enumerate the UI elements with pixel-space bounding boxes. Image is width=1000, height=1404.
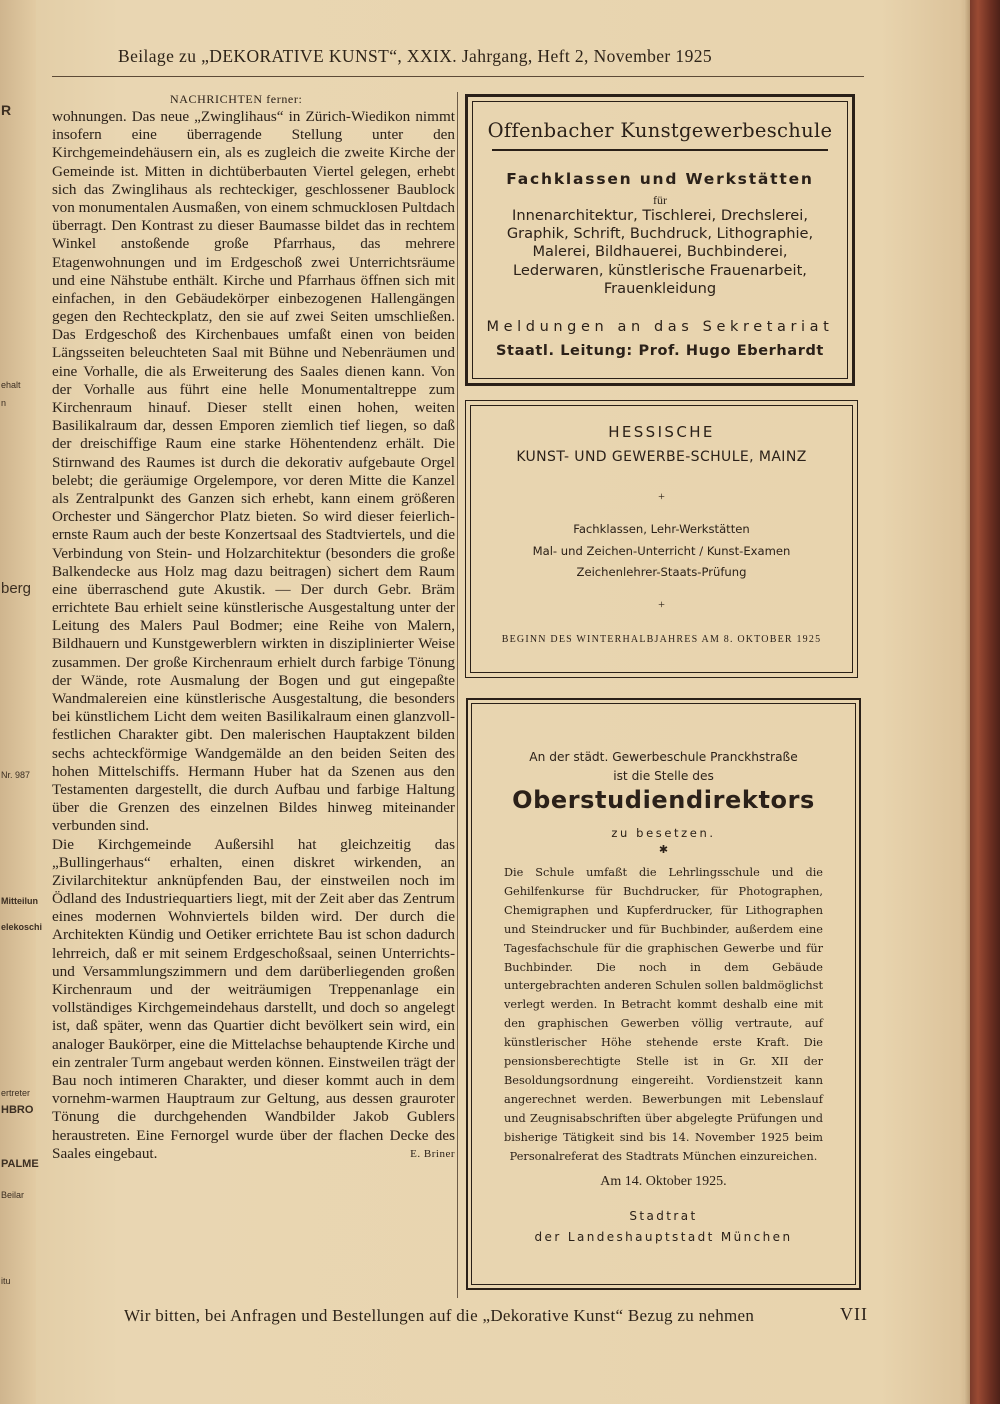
- ad-signature: [468, 1206, 859, 1248]
- margin-fragment: ertreter: [1, 1088, 31, 1098]
- article-author: E. Briner: [410, 1147, 455, 1160]
- ornament-icon: +: [658, 597, 665, 611]
- column-rule: [457, 92, 458, 1298]
- margin-fragment: HBRO: [1, 1104, 34, 1116]
- ad-subtitle: KUNST- UND GEWERBE-SCHULE, MAINZ: [516, 449, 807, 465]
- course-line: Frauenkleidung: [603, 279, 717, 297]
- title-underline: [492, 149, 828, 151]
- article-column: [52, 90, 455, 1163]
- book-binding: [970, 0, 1000, 1404]
- page-header: Beilage zu „DEKORATIVE KUNST“, XXIX. Jahrgang, Heft 2, November 1925: [118, 46, 713, 66]
- ad-intro-line: An der städt. Gewerbeschule Pranckhstraße: [529, 750, 798, 764]
- margin-fragment: Nr. 987: [1, 770, 31, 780]
- signature-line: der Landeshauptstadt München: [534, 1230, 793, 1244]
- margin-fragment: itu: [1, 1276, 11, 1286]
- margin-fragment: n: [1, 398, 7, 408]
- margin-fragment: Mitteilun: [1, 896, 38, 906]
- article-paragraph: wohnungen. Das neue „Zwinglihaus“ in Zürich-Wiedikon nimmt insofern eine überragende Stellung unter den Kirchgemeindehäusern ein, als es zugleich die zweite Kirche der Gemeinde ist. Mitten in dichtüberbauten Viertel gelegen, erhebt sich das Zwinglihaus als rechteckiger, geschlossener Baublock von monumentalen Ausmaßen, von einem schmucklosen Pultdach überragt. Den Kontrast zu dieser Baumasse bildet das in rechtem Winkel anstoßende große Pfarrhaus, das mehrere Etagenwohnungen und im Erdgeschoß zwei Unterrichtsräume und eine Nähstube enthält. Kirche und Pfarrhaus öffnen sich mit einfachen, in den Gebäudekörper einbezogenen Hallengängen gegen den Rechteckplatz, den sie auf zwei Seiten umschließen. Das Erdgeschoß des Kirchenbaues umfaßt einen von beiden Längsseiten beleuchteten Saal mit Bühne und Nebenräumen und eine Vorhalle, die als Erweiterung des Saales dienen kann. Von der Vorhalle aus führt eine helle Monumentaltreppe zum Kirchenraum hinauf. Dieser stellt einen hohen, weiten Basilikalraum dar, dessen Emporen ziemlich tief liegen, so daß der dreischiffige Raum eine starke Höhentendenz erhält. Die Stirnwand des Raumes ist durch die dekorativ aufgebaute Orgel belebt; die geräumige Orgelempore, vor deren Mitte die Kanzel als Zentralpunkt des Ganzen sich erhebt, kann einem größeren Orchester und Sängerchor Platz bieten. So wird dieser feierlich-ernste Raum auch der beste Konzertsaal des Stadtviertels, und die Verbindung von Stein- und Holzarchitektur (besonders die große Balkendecke aus Holz mag dazu beitragen) sichert dem Raum eine überraschend gute Akustik. — Der durch Gebr. Bräm errichtete Bau erhielt seine künstlerische Ausgestaltung unter der Leitung des Malers Paul Bodmer; eine Reihe von Malern, Bildhauern und Kunstgewerblern wirkten in disziplinierter Weise zusammen. Der große Kirchenraum erhielt durch farbige Tönung der Wände, rote Ausmalung der Bogen und gut eingepaßte Wandmalereien eine künstlerische Ausgestaltung, die besonders bei künstlichem Licht dem weiten Basilikalraum einen glanzvoll-festlichen Charakter gibt. Den malerischen Hauptakzent bilden sechs achteckförmige Wandgemälde an den beiden Seiten des hohen Mittelschiffs. Hermann Huber hat da Szenen aus den Testamenten dargestellt, die durch Aufbau und farbige Haltung über die Grenzen des einzelnen Bildes hinweg miteinander verbunden sind.: [52, 108, 455, 835]
- ad-to-fill: zu besetzen.: [611, 826, 716, 840]
- article-paragraph: Die Kirchgemeinde Außersihl hat gleichzeitig das „Bullingerhaus“ erhalten, einen diskret wirkenden, an Zivilarchitektur anknüpfenden Bau, der einstweilen noch im Ödland des Industriequartiers liegt, mit der Zeit aber das Zentrum eines modernen Wohnviertels bilden wird. Der durch die Architekten Kündig und Oetiker errichtete Bau ist schon dadurch lehrreich, daß er mit seinem Erdgeschoßsaal, seinen Unterrichts- und Versammlungszimmern und dem darüberliegenden großen Kirchenraum und der weiträumigen Treppenanlage ein vollständiges Kirchgemeindehaus darstellt, und doch so angelegt ist, daß später, wenn das Quartier dicht bevölkert sein wird, ein analoger Baukörper, eine die Mittelachse behauptende Kirche und ein zentraler Turm angebaut werden können. Einstweilen trägt der Bau noch intimeren Charakter, und dieser kommt auch in dem vornehm-warmen Hauptraum zur Geltung, aus dessen grauroter Tönung die durchgehenden Wandbilder Jakob Gublers heraustreten. Eine Fernorgel wurde über der flachen Decke des Saales eingebaut.: [52, 835, 455, 1162]
- margin-fragment: berg: [1, 580, 32, 597]
- margin-fragment: Beilar: [1, 1190, 25, 1200]
- margin-fragment: PALME: [1, 1158, 39, 1170]
- ornament-icon: +: [658, 489, 665, 503]
- ad-mainz: [465, 400, 858, 678]
- ad-intro-line: ist die Stelle des: [613, 769, 714, 783]
- signature-line: Stadtrat: [629, 1209, 698, 1223]
- margin-fragment: elekoschi: [1, 922, 43, 932]
- header-rule: [52, 76, 864, 77]
- section-label: NACHRICHTEN ferner:: [170, 92, 303, 106]
- page-footer: Wir bitten, bei Anfragen und Bestellungen auf die „Dekorative Kunst“ Bezug zu nehmen: [124, 1306, 755, 1325]
- course-line: Lederwaren, künstlerische Frauenarbeit,: [513, 261, 807, 279]
- course-line: Graphik, Schrift, Buchdruck, Lithographie,: [506, 225, 814, 243]
- ad-offenbach: [465, 94, 855, 386]
- ad-body: [466, 519, 857, 584]
- ad-course-list: [468, 207, 852, 298]
- ad-title: Offenbacher Kunstgewerbeschule: [487, 119, 833, 142]
- margin-fragment: R: [1, 102, 12, 118]
- ad-connector: für: [653, 193, 667, 207]
- ad-muenchen: [466, 698, 861, 1290]
- ad-intro: [468, 748, 859, 786]
- ad-subtitle: Fachklassen und Werkstätten: [506, 170, 814, 188]
- ad-line: Mal- und Zeichen-Unterricht / Kunst-Examen: [532, 543, 791, 558]
- course-line: Malerei, Bildhauerei, Buchbinderei,: [532, 243, 788, 261]
- ornament-icon: ✱: [658, 844, 669, 856]
- previous-page-edge: [0, 0, 43, 1404]
- margin-fragment: ehalt: [1, 380, 21, 390]
- ad-management: Staatl. Leitung: Prof. Hugo Eberhardt: [496, 343, 824, 359]
- ad-registration: Meldungen an das Sekretariat: [486, 319, 834, 335]
- ad-line: Fachklassen, Lehr-Werkstätten: [573, 522, 750, 536]
- ad-position-title: Oberstudiendirektors: [512, 786, 815, 814]
- ad-body: Die Schule umfaßt die Lehrlingsschule und die Gehilfenkurse für Buchdrucker, für Photographen, Chemigraphen und Kupferdrucker, für Lithographen und Steindrucker und für Buchbinder, außerdem eine Tagesfachschule für die graphischen Gewerbe und für Buchbinder. Die noch in dem Gebäude untergebrachten anderen Schulen sollen baldmöglichst verlegt werden. In Betracht kommt deshalb eine mit den graphischen Gewerben völlig vertraute, auf künstlerischer Höhe stehende erste Kraft. Die pensionsberechtigte Stelle ist in Gr. XII der Besoldungsordnung eingereiht. Vordienstzeit kann angerechnet werden. Bewerbungen mit Lebenslauf und Zeugnisabschriften über abgelegte Prüfungen und bisherige Tätigkeit sind bis 14. November 1925 beim Personalreferat des Stadtrats München einzureichen.: [504, 866, 823, 1163]
- ad-start-date: BEGINN DES WINTERHALBJAHRES AM 8. OKTOBER 1925: [501, 634, 822, 645]
- ad-date: Am 14. Oktober 1925.: [600, 1174, 727, 1189]
- ad-line: Zeichenlehrer-Staats-Prüfung: [576, 565, 747, 579]
- page-number: VII: [840, 1304, 868, 1324]
- course-line: Innenarchitektur, Tischlerei, Drechslerei,: [512, 207, 808, 224]
- ad-title: HESSISCHE: [608, 423, 715, 441]
